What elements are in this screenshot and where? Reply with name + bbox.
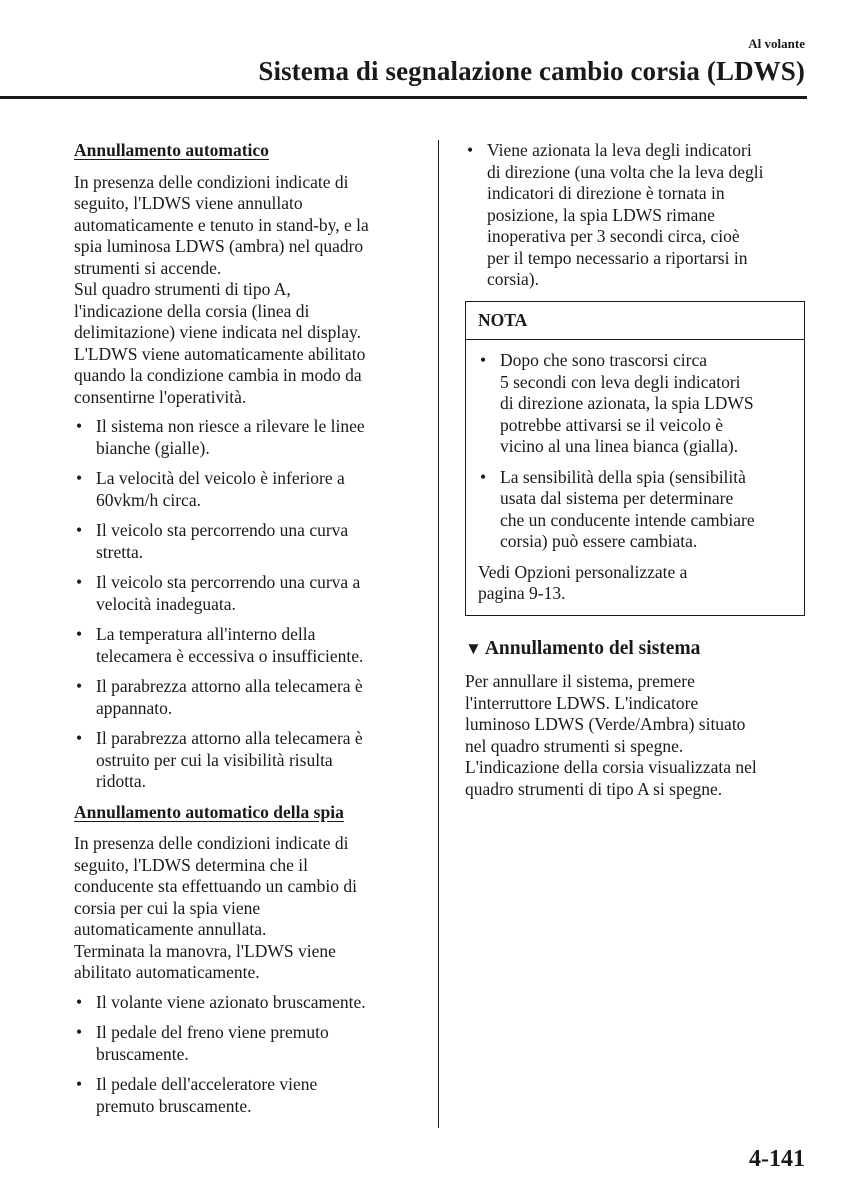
- list-item: [74, 624, 422, 667]
- text-line: Il sistema non riesce a rilevare le linee: [96, 416, 365, 436]
- note-title: NOTA: [466, 302, 804, 341]
- text-line: consentirne l'operatività.: [74, 386, 247, 407]
- paragraph-intro: [74, 172, 422, 409]
- maneuver-list: [74, 992, 422, 1118]
- bullet-icon: •: [76, 468, 83, 488]
- text-line: automaticamente e tenuto in stand-by, e la: [74, 214, 369, 235]
- list-item: [74, 1022, 422, 1065]
- text-line: Il veicolo sta percorrendo una curva: [96, 520, 349, 540]
- text-line: ostruito per cui la visibilità risulta: [96, 749, 333, 770]
- text-line: Dopo che sono trascorsi circa: [500, 350, 708, 370]
- text-line: abilitato automaticamente.: [74, 962, 260, 982]
- text-line: Viene azionata la leva degli indicatori: [487, 140, 752, 160]
- list-item: [74, 416, 422, 459]
- text-line: Il pedale del freno viene premuto: [96, 1022, 329, 1042]
- text-line: usata dal sistema per determinare: [500, 488, 734, 508]
- bullet-icon: •: [76, 1074, 83, 1094]
- text-line: bruscamente.: [96, 1043, 189, 1064]
- section-heading: [465, 638, 805, 660]
- right-column: [465, 140, 805, 800]
- text-line: Il parabrezza attorno alla telecamera è: [96, 728, 363, 748]
- text-line: Il parabrezza attorno alla telecamera è: [96, 676, 363, 696]
- note-list: [478, 350, 792, 553]
- left-column: [74, 140, 422, 1126]
- text-line: inoperativa per 3 secondi circa, cioè: [487, 226, 740, 246]
- bullet-icon: •: [480, 466, 487, 487]
- text-line: Sul quadro strumenti di tipo A,: [74, 279, 291, 299]
- note-reference: [478, 562, 792, 605]
- text-line: indicatori di direzione è tornata in: [487, 183, 725, 203]
- note-box: [465, 301, 805, 616]
- text-line: luminoso LDWS (Verde/Ambra) situato: [465, 714, 746, 734]
- note-body: [466, 340, 804, 615]
- text-line: potrebbe attivarsi se il veicolo è: [500, 414, 724, 435]
- text-line: 60vkm/h circa.: [96, 489, 201, 510]
- bullet-icon: •: [76, 572, 83, 592]
- text-line: corsia per cui la spia viene: [74, 897, 261, 918]
- bullet-icon: •: [76, 520, 83, 540]
- text-line: In presenza delle condizioni indicate di: [74, 171, 349, 192]
- list-item: [74, 728, 422, 793]
- bullet-icon: •: [76, 1022, 83, 1042]
- text-line: bianche (gialle).: [96, 437, 210, 458]
- text-line: pagina 9-13.: [478, 583, 566, 603]
- list-item: [74, 676, 422, 719]
- section-label: Al volante: [748, 36, 805, 51]
- text-line: Il pedale dell'acceleratore viene: [96, 1074, 318, 1094]
- text-line: l'indicazione della corsia (linea di: [74, 300, 310, 321]
- column-divider: [438, 140, 439, 1128]
- text-line: La sensibilità della spia (sensibilità: [500, 466, 746, 487]
- list-item: [74, 520, 422, 563]
- text-line: Il veicolo sta percorrendo una curva a: [96, 572, 361, 592]
- title-rule: [0, 96, 807, 99]
- text-line: 5 secondi con leva degli indicatori: [500, 371, 741, 392]
- text-line: conducente sta effettuando un cambio di: [74, 876, 357, 896]
- text-line: posizione, la spia LDWS rimane: [487, 204, 715, 225]
- page-title: Sistema di segnalazione cambio corsia (LDWS): [258, 56, 805, 86]
- bullet-icon: •: [467, 140, 474, 160]
- text-line: L'LDWS viene automaticamente abilitato: [74, 343, 366, 364]
- text-line: Per annullare il sistema, premere: [465, 671, 695, 691]
- list-item: [478, 350, 792, 458]
- text-line: quadro strumenti di tipo A si spegne.: [465, 778, 723, 799]
- text-line: stretta.: [96, 541, 144, 562]
- subheading-annullamento-automatico: Annullamento automatico: [74, 140, 269, 160]
- list-item: [74, 572, 422, 615]
- bullet-icon: •: [76, 676, 83, 696]
- text-line: corsia).: [487, 269, 539, 289]
- list-item: [74, 1074, 422, 1117]
- triangle-down-icon: ▼: [465, 638, 482, 658]
- bullet-icon: •: [76, 624, 83, 644]
- text-line: appannato.: [96, 697, 173, 718]
- text-line: quando la condizione cambia in modo da: [74, 365, 362, 385]
- text-line: automaticamente annullata.: [74, 919, 267, 939]
- text-line: spia luminosa LDWS (ambra) nel quadro: [74, 236, 364, 256]
- bullet-icon: •: [76, 991, 83, 1012]
- paragraph-annullamento-sistema: [465, 671, 805, 800]
- text-line: di direzione (una volta che la leva degli: [487, 161, 764, 182]
- list-item: [478, 467, 792, 553]
- text-line: In presenza delle condizioni indicate di: [74, 833, 349, 853]
- text-line: premuto bruscamente.: [96, 1095, 252, 1116]
- conditions-list: [74, 416, 422, 793]
- subheading-annullamento-spia: Annullamento automatico della spia: [74, 801, 344, 822]
- text-line: strumenti si accende.: [74, 257, 222, 278]
- text-line: Il volante viene azionato bruscamente.: [96, 991, 366, 1012]
- text-line: ridotta.: [96, 771, 147, 791]
- bullet-icon: •: [76, 416, 83, 436]
- list-item: [465, 140, 805, 291]
- text-line: nel quadro strumenti si spegne.: [465, 735, 684, 756]
- section-heading-text: Annullamento del sistema: [484, 637, 701, 659]
- indicator-list: [465, 140, 805, 291]
- text-line: vicino al una linea bianca (gialla).: [500, 436, 739, 456]
- bullet-icon: •: [480, 350, 487, 370]
- paragraph-spia: [74, 833, 422, 984]
- text-line: per il tempo necessario a riportarsi in: [487, 247, 748, 268]
- text-line: delimitazione) viene indicata nel display.: [74, 322, 362, 342]
- text-line: l'interruttore LDWS. L'indicatore: [465, 692, 699, 713]
- text-line: seguito, l'LDWS viene annullato: [74, 193, 303, 213]
- text-line: che un conducente intende cambiare: [500, 509, 755, 530]
- page-number: 4-141: [749, 1146, 805, 1172]
- text-line: Vedi Opzioni personalizzate a: [478, 561, 688, 582]
- text-line: velocità inadeguata.: [96, 593, 236, 614]
- text-line: telecamera è eccessiva o insufficiente.: [96, 645, 364, 666]
- text-line: seguito, l'LDWS determina che il: [74, 854, 308, 875]
- list-item: [74, 468, 422, 511]
- text-line: L'indicazione della corsia visualizzata nel: [465, 757, 757, 777]
- text-line: di direzione azionata, la spia LDWS: [500, 393, 754, 413]
- text-line: Terminata la manovra, l'LDWS viene: [74, 940, 336, 961]
- list-item: [74, 992, 422, 1014]
- bullet-icon: •: [76, 728, 83, 748]
- text-line: La velocità del veicolo è inferiore a: [96, 468, 345, 488]
- text-line: corsia) può essere cambiata.: [500, 531, 698, 551]
- text-line: La temperatura all'interno della: [96, 624, 316, 644]
